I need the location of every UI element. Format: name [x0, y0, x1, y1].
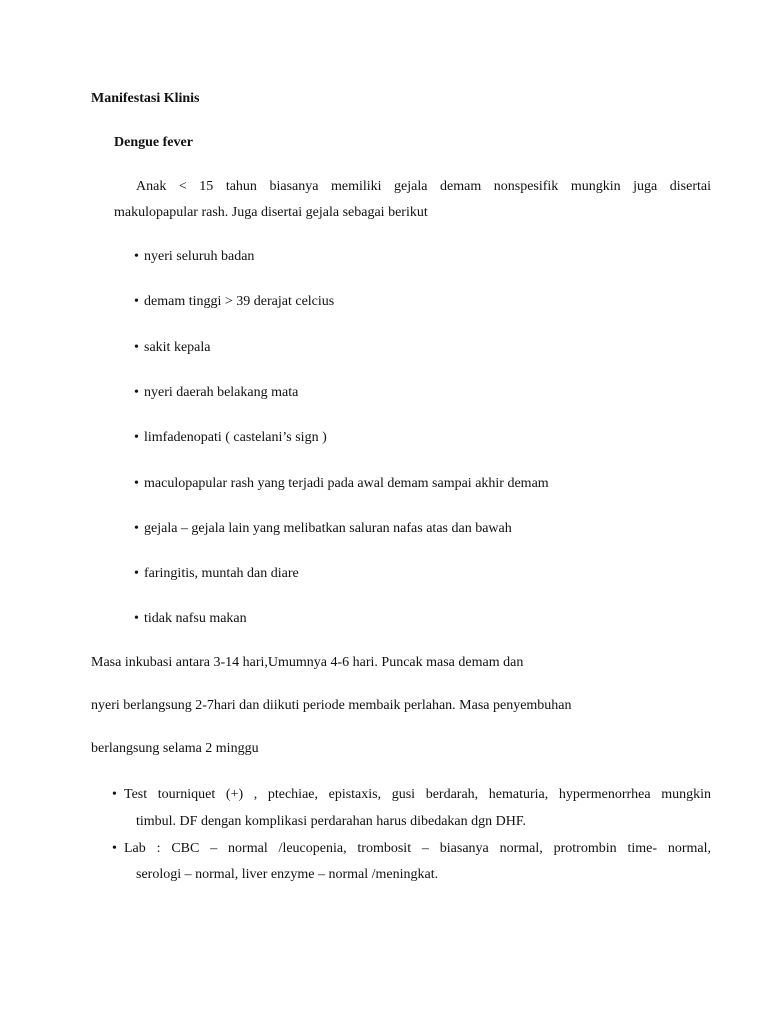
note-item-line: serologi – normal, liver enzyme – normal /meningkat.	[136, 867, 439, 882]
intro-paragraph-line: makulopapular rash. Juga disertai gejala sebagai berikut	[114, 205, 428, 220]
bullet-icon: •	[112, 787, 117, 802]
list-item	[134, 612, 247, 626]
bullet-icon: •	[134, 340, 139, 355]
intro-paragraph-line: Anak < 15 tahun biasanya memiliki gejala demam nonspesifik mungkin juga disertai	[136, 179, 711, 194]
list-item	[134, 250, 254, 264]
note-item-line: Test tourniquet (+) , ptechiae, epistaxis, gusi berdarah, hematuria, hypermenorrhea mungkin	[124, 787, 711, 802]
incubation-paragraph-line: berlangsung selama 2 minggu	[91, 741, 259, 756]
list-item	[134, 295, 334, 309]
section-heading: Manifestasi Klinis	[91, 91, 200, 106]
note-item-line: timbul. DF dengan komplikasi perdarahan harus dibedakan dgn DHF.	[136, 814, 527, 829]
list-item	[134, 477, 549, 491]
bullet-icon: •	[134, 385, 139, 400]
list-item	[134, 431, 327, 445]
list-item-text: gejala – gejala lain yang melibatkan saluran nafas atas dan bawah	[144, 521, 512, 536]
bullet-icon: •	[134, 430, 139, 445]
bullet-icon: •	[134, 566, 139, 581]
list-item-text: maculopapular rash yang terjadi pada awal demam sampai akhir demam	[144, 476, 549, 491]
list-item-text: faringitis, muntah dan diare	[144, 566, 299, 581]
bullet-icon: •	[112, 841, 117, 856]
note-bullet	[112, 842, 122, 856]
note-bullet	[112, 788, 122, 802]
bullet-icon: •	[134, 476, 139, 491]
list-item-text: limfadenopati ( castelani’s sign )	[144, 430, 327, 445]
list-item-text: nyeri seluruh badan	[144, 249, 255, 264]
list-item	[134, 567, 299, 581]
incubation-paragraph-line: Masa inkubasi antara 3-14 hari,Umumnya 4-6 hari. Puncak masa demam dan	[91, 655, 524, 670]
bullet-icon: •	[134, 611, 139, 626]
bullet-icon: •	[134, 249, 139, 264]
note-item-line: Lab : CBC – normal /leucopenia, trombosit – biasanya normal, protrombin time- normal,	[124, 841, 711, 856]
list-item-text: demam tinggi > 39 derajat celcius	[144, 294, 335, 309]
bullet-icon: •	[134, 521, 139, 536]
list-item	[134, 341, 210, 355]
list-item-text: sakit kepala	[144, 340, 211, 355]
incubation-paragraph-line: nyeri berlangsung 2-7hari dan diikuti periode membaik perlahan. Masa penyembuhan	[91, 698, 572, 713]
list-item-text: nyeri daerah belakang mata	[144, 385, 299, 400]
list-item	[134, 386, 298, 400]
list-item	[134, 522, 512, 536]
list-item-text: tidak nafsu makan	[144, 611, 247, 626]
bullet-icon: •	[134, 294, 139, 309]
subsection-heading: Dengue fever	[114, 135, 193, 150]
